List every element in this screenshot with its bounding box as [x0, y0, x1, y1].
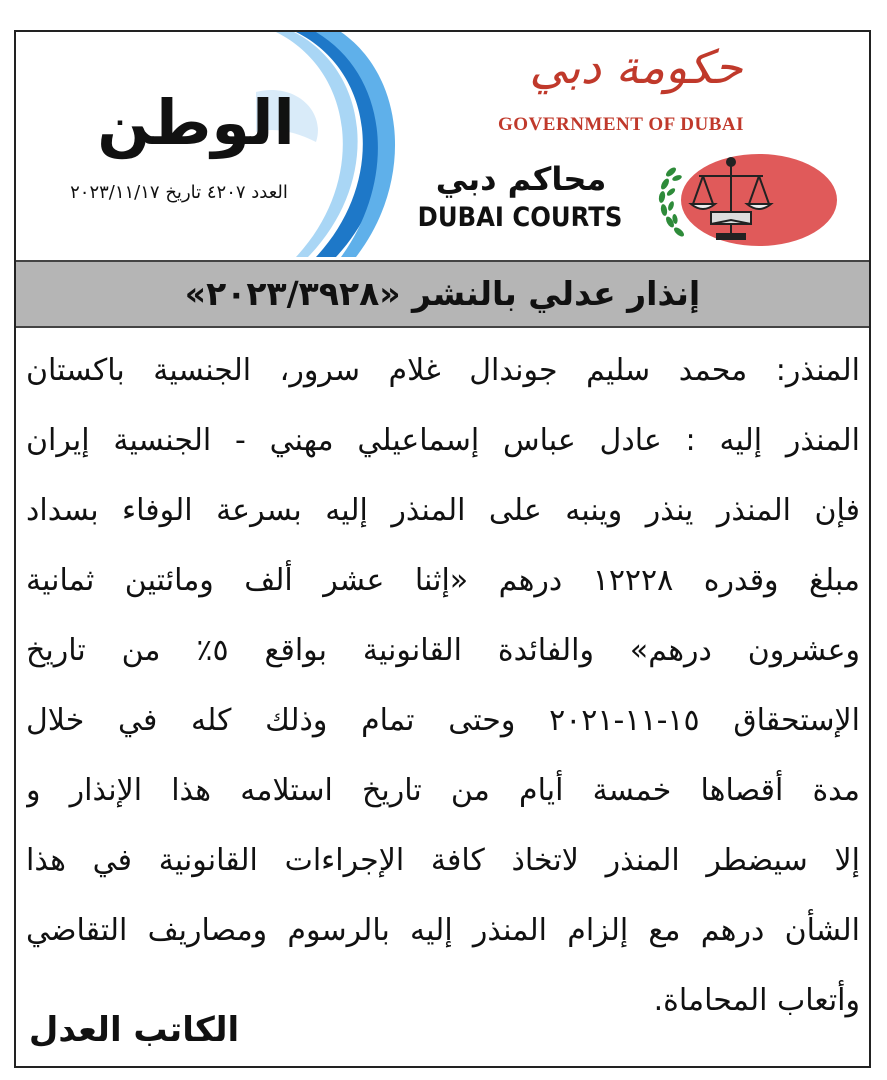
dubai-courts-emblem — [641, 142, 841, 252]
body-line: المنذر: محمد سليم جوندال غلام سرور، الجنسية باكستان — [26, 353, 860, 388]
body-line: وعشرون درهم» والفائدة القانونية بواقع ٥٪ من تاريخ — [26, 633, 860, 668]
notice-frame — [14, 30, 871, 1068]
body-line: وأتعاب المحاماة. — [653, 983, 860, 1018]
notice-title: إنذار عدلي بالنشر «٢٠٢٣/٣٩٢٨» — [184, 274, 701, 313]
notice-title-bar — [16, 260, 869, 328]
body-line: الشأن درهم مع إلزام المنذر إليه بالرسوم ومصاريف التقاضي — [26, 913, 860, 948]
notary-signature-label: الكاتب العدل — [28, 1010, 240, 1050]
body-line: فإن المنذر ينذر وينبه على المنذر إليه بسرعة الوفاء بسداد — [26, 493, 860, 528]
notice-body — [26, 336, 860, 1036]
body-line: مبلغ وقدره ١٢٢٢٨ درهم «إثنا عشر ألف ومائتين ثمانية — [26, 563, 860, 598]
body-line: الإستحقاق ١٥-١١-٢٠٢١ وحتى تمام وذلك كله في خلال — [26, 703, 860, 738]
newspaper-name: الوطن — [97, 86, 295, 159]
courts-arabic-text: محاكم دبي — [435, 160, 607, 198]
body-line: إلا سيضطر المنذر لاتخاذ كافة الإجراءات القانونية في هذا — [26, 843, 860, 878]
courts-english-text: DUBAI COURTS — [417, 202, 623, 233]
government-english-text: GOVERNMENT OF DUBAI — [498, 114, 744, 135]
issue-number-date: العدد ٤٢٠٧ تاريخ ٢٠٢٣/١١/١٧ — [70, 182, 288, 203]
body-line: مدة أقصاها خمسة أيام من تاريخ استلامه هذا الإنذار و — [26, 773, 860, 808]
body-line: المنذر إليه : عادل عباس إسماعيلي مهني - الجنسية إيران — [26, 423, 860, 458]
notice-header — [16, 32, 869, 257]
government-arabic-logo-text: حكومة دبي — [529, 40, 743, 94]
